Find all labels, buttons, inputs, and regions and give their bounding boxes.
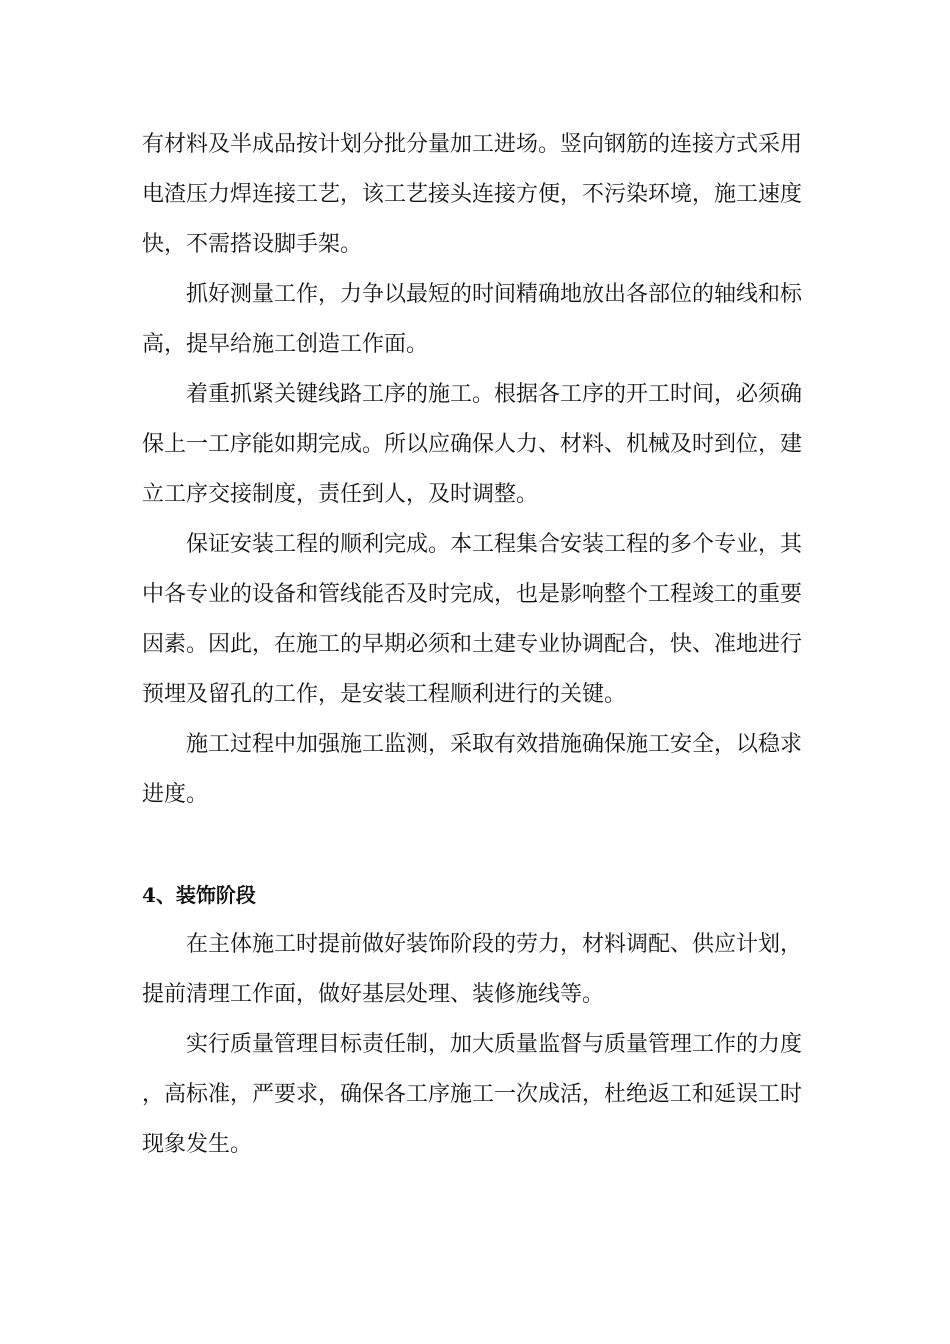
paragraph-quality-management: 实行质量管理目标责任制，加大质量监督与质量管理工作的力度，高标准，严要求，确保各工序施工一次成活，杜绝返工和延误工时现象发生。 xyxy=(142,1032,803,1157)
paragraph-monitoring: 施工过程中加强施工监测，采取有效措施确保施工安全，以稳求进度。 xyxy=(142,732,803,807)
section-heading: 4、装饰阶段 xyxy=(142,883,256,907)
paragraph-decoration-prep: 在主体施工时提前做好装饰阶段的劳力，材料调配、供应计划，提前清理工作面，做好基层处理、装修施线等。 xyxy=(142,932,803,1007)
paragraph-installation: 保证安装工程的顺利完成。本工程集合安装工程的多个专业，其中各专业的设备和管线能否及时完成，也是影响整个工程竣工的重要因素。因此，在施工的早期必须和土建专业协调配合，快、准地进行预埋及留孔的工作，是安装工程顺利进行的关键。 xyxy=(142,532,803,707)
paragraph-critical-path: 着重抓紧关键线路工序的施工。根据各工序的开工时间，必须确保上一工序能如期完成。所以应确保人力、材料、机械及时到位，建立工序交接制度，责任到人，及时调整。 xyxy=(142,382,803,507)
paragraph-surveying: 抓好测量工作，力争以最短的时间精确地放出各部位的轴线和标高，提早给施工创造工作面。 xyxy=(142,282,803,357)
document-body xyxy=(142,120,802,1170)
paragraph-material-processing: 有材料及半成品按计划分批分量加工进场。竖向钢筋的连接方式采用电渣压力焊连接工艺，该工艺接头连接方便，不污染环境，施工速度快，不需搭设脚手架。 xyxy=(142,132,803,257)
section-spacer xyxy=(142,820,802,870)
